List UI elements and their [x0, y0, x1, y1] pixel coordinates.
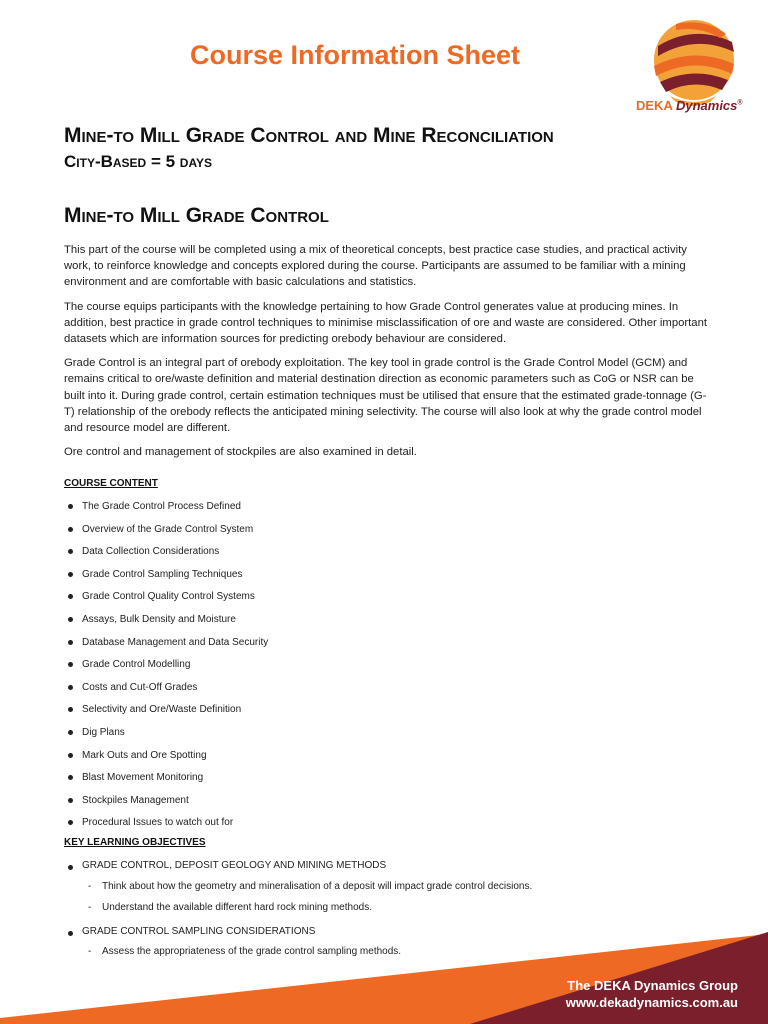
list-item: Grade Control Quality Control Systems: [68, 588, 268, 611]
footer-website-link[interactable]: www.dekadynamics.com.au: [565, 995, 738, 1010]
paragraph: Ore control and management of stockpiles are also examined in detail.: [64, 446, 417, 459]
course-subtitle: City-Based = 5 days: [64, 152, 213, 171]
list-item: The Grade Control Process Defined: [68, 498, 268, 521]
list-item: Data Collection Considerations: [68, 543, 268, 566]
list-item: Procedural Issues to watch out for: [68, 814, 268, 837]
bullet-icon: [68, 549, 73, 554]
logo-wordmark: [636, 98, 756, 113]
bullet-icon: [68, 617, 73, 622]
bullet-icon: [68, 685, 73, 690]
dash-icon: -: [88, 946, 92, 957]
list-item: Costs and Cut-Off Grades: [68, 679, 268, 702]
bullet-icon: [68, 594, 73, 599]
bullet-icon: [68, 820, 73, 825]
dash-icon: -: [88, 881, 92, 892]
paragraph: This part of the course will be completed using a mix of theoretical concepts, best practice case studies, and practical activity work, to reinforce knowledge and concepts explored during the course. Participants are assumed to be familiar with a mining environment and are comfortable with basic calculations and statistics.: [64, 244, 687, 289]
objective-heading: GRADE CONTROL SAMPLING CONSIDERATIONS: [68, 926, 315, 937]
bullet-icon: [68, 775, 73, 780]
footer-company: The DEKA Dynamics Group: [567, 978, 738, 993]
course-title: Mine-to Mill Grade Control and Mine Reconciliation: [64, 124, 554, 147]
logo-brand-prefix: DEKA: [636, 98, 676, 113]
page-title: Course Information Sheet: [190, 40, 521, 70]
logo-brand-suffix: Dynamics: [675, 98, 738, 113]
key-learning-objectives-label: KEY LEARNING OBJECTIVES: [64, 837, 206, 848]
list-item: Overview of the Grade Control System: [68, 521, 268, 544]
paragraph: The course equips participants with the knowledge pertaining to how Grade Control generates value at producing mines. In addition, best practice in grade control techniques to minimise misclassification of ore and waste are considered. Other important datasets which are information sources for predicting orebody behaviour are considered.: [64, 300, 707, 346]
list-item: Selectivity and Ore/Waste Definition: [68, 701, 268, 724]
bullet-icon: [68, 662, 73, 667]
bullet-icon: [68, 730, 73, 735]
course-content-list: [68, 498, 268, 837]
list-item: Stockpiles Management: [68, 792, 268, 815]
objective-heading: GRADE CONTROL, DEPOSIT GEOLOGY AND MINING METHODS: [68, 860, 386, 871]
list-item: Dig Plans: [68, 724, 268, 747]
bullet-icon: [68, 753, 73, 758]
objective-point: - Understand the available different hard rock mining methods.: [88, 902, 372, 913]
section-title: Mine-to Mill Grade Control: [64, 204, 329, 227]
list-item: Mark Outs and Ore Spotting: [68, 747, 268, 770]
dash-icon: -: [88, 902, 92, 913]
bullet-icon: [68, 527, 73, 532]
objective-point: - Assess the appropriateness of the grade control sampling methods.: [88, 946, 402, 957]
bullet-icon: [68, 640, 73, 645]
course-content-label: COURSE CONTENT: [64, 478, 158, 489]
footer-contact: [566, 977, 738, 1011]
bullet-icon: [68, 798, 73, 803]
list-item: Database Management and Data Security: [68, 634, 268, 657]
objective-point: - Think about how the geometry and mineralisation of a deposit will impact grade control decisions.: [88, 881, 533, 892]
list-item: Grade Control Modelling: [68, 656, 268, 679]
bullet-icon: [68, 707, 73, 712]
paragraph: Grade Control is an integral part of orebody exploitation. The key tool in grade control is the Grade Control Model (GCM) and remains critical to ore/waste definition and material destination direction as economic parameters such as CoG or NSR can be built into it. During grade control, certain estimation techniques must be utilised that ensure that the estimated grade-tonnage (G-T) relationship of the orebody reflects the anticipated mining selectivity. The course will also look at why the grade control model and resource model are different.: [64, 357, 707, 435]
list-item: Assays, Bulk Density and Moisture: [68, 611, 268, 634]
list-item: Grade Control Sampling Techniques: [68, 566, 268, 589]
list-item: Blast Movement Monitoring: [68, 769, 268, 792]
bullet-icon: [68, 572, 73, 577]
bullet-icon: [68, 865, 73, 870]
bullet-icon: [68, 504, 73, 509]
section-body: [64, 242, 712, 468]
logo-registered-mark: ®: [737, 99, 743, 107]
